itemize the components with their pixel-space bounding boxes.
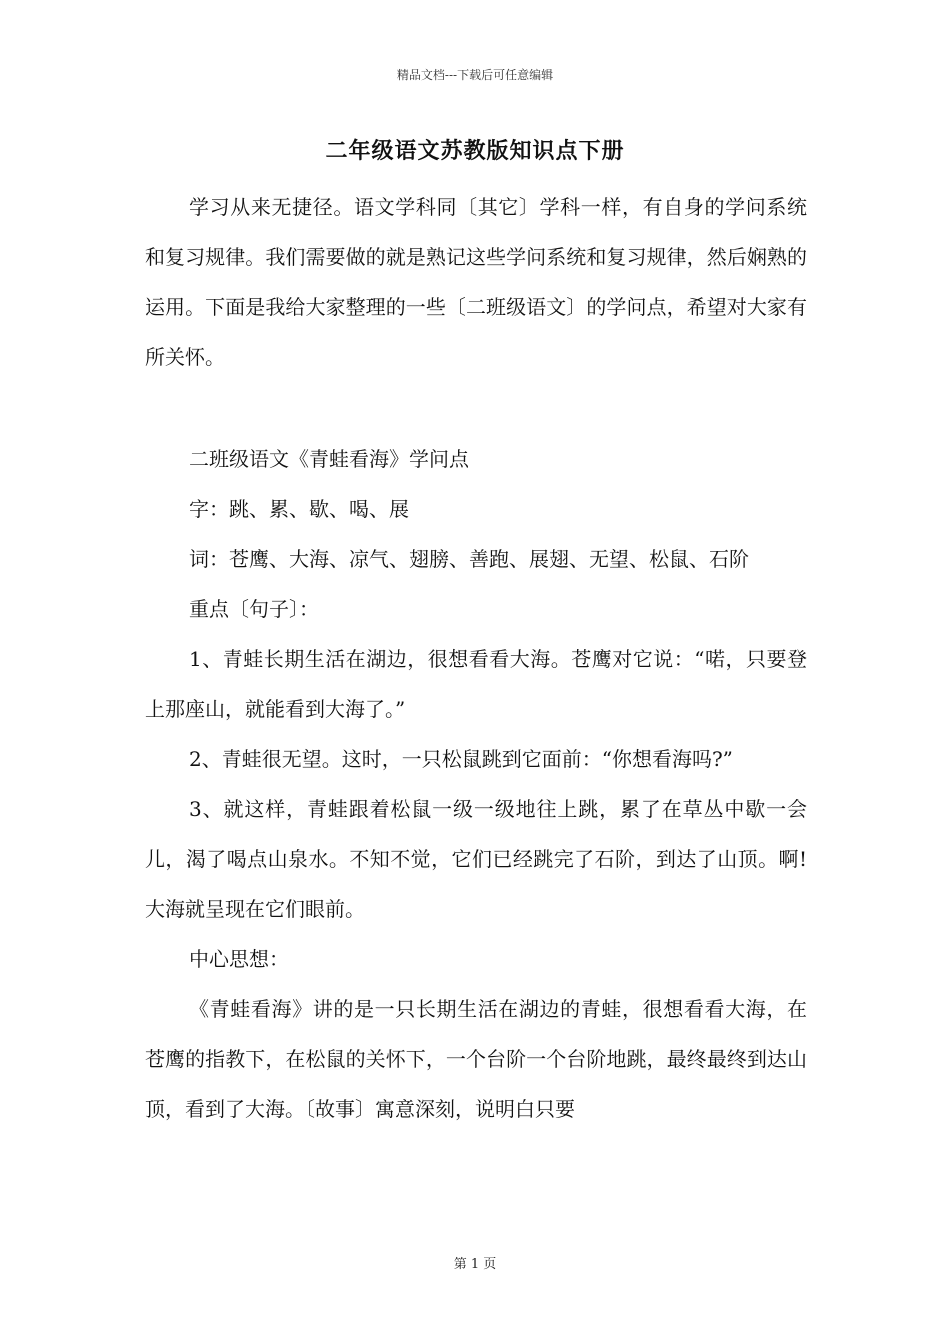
section-heading: 二班级语文《青蛙看海》学问点 xyxy=(189,447,469,471)
page-header: 精品文档---下载后可任意编辑 xyxy=(396,68,554,82)
main-idea-paragraph: 《青蛙看海》讲的是一只长期生活在湖边的青蛙，很想看看大海，在苍鹰的指教下，在松鼠的关怀下，一个台阶一个台阶地跳，最终最终到达山顶，看到了大海。〔故事〕寓意深刻，说明白只要 xyxy=(145,997,807,1121)
document-title: 二年级语文苏教版知识点下册 xyxy=(325,138,625,164)
key-sentences-label: 重点〔句子〕： xyxy=(189,597,319,621)
sentence-item-1: 1、青蛙长期生活在湖边，很想看看大海。苍鹰对它说：“喏，只要登上那座山，就能看到大海了。” xyxy=(145,647,807,721)
sentence-item-3: 3、就这样，青蛙跟着松鼠一级一级地往上跳，累了在草丛中歇一会儿，渴了喝点山泉水。不知不觉，它们已经跳完了石阶，到达了山顶。啊!大海就呈现在它们眼前。 xyxy=(145,797,807,921)
main-idea-label: 中心思想： xyxy=(189,947,289,971)
words-line: 词：苍鹰、大海、凉气、翅膀、善跑、展翅、无望、松鼠、石阶 xyxy=(189,547,749,571)
characters-line: 字：跳、累、歇、喝、展 xyxy=(189,497,409,521)
document-body xyxy=(145,182,807,1134)
section-spacer xyxy=(145,382,807,434)
sentence-item-2: 2、青蛙很无望。这时，一只松鼠跳到它面前：“你想看海吗?” xyxy=(189,747,733,771)
page-footer: 第 1 页 xyxy=(453,1257,497,1272)
intro-paragraph: 学习从来无捷径。语文学科同〔其它〕学科一样，有自身的学问系统和复习规律。我们需要做的就是熟记这些学问系统和复习规律，然后娴熟的运用。下面是我给大家整理的一些〔二班级语文〕的学问点，希望对大家有所关怀。 xyxy=(145,195,807,369)
